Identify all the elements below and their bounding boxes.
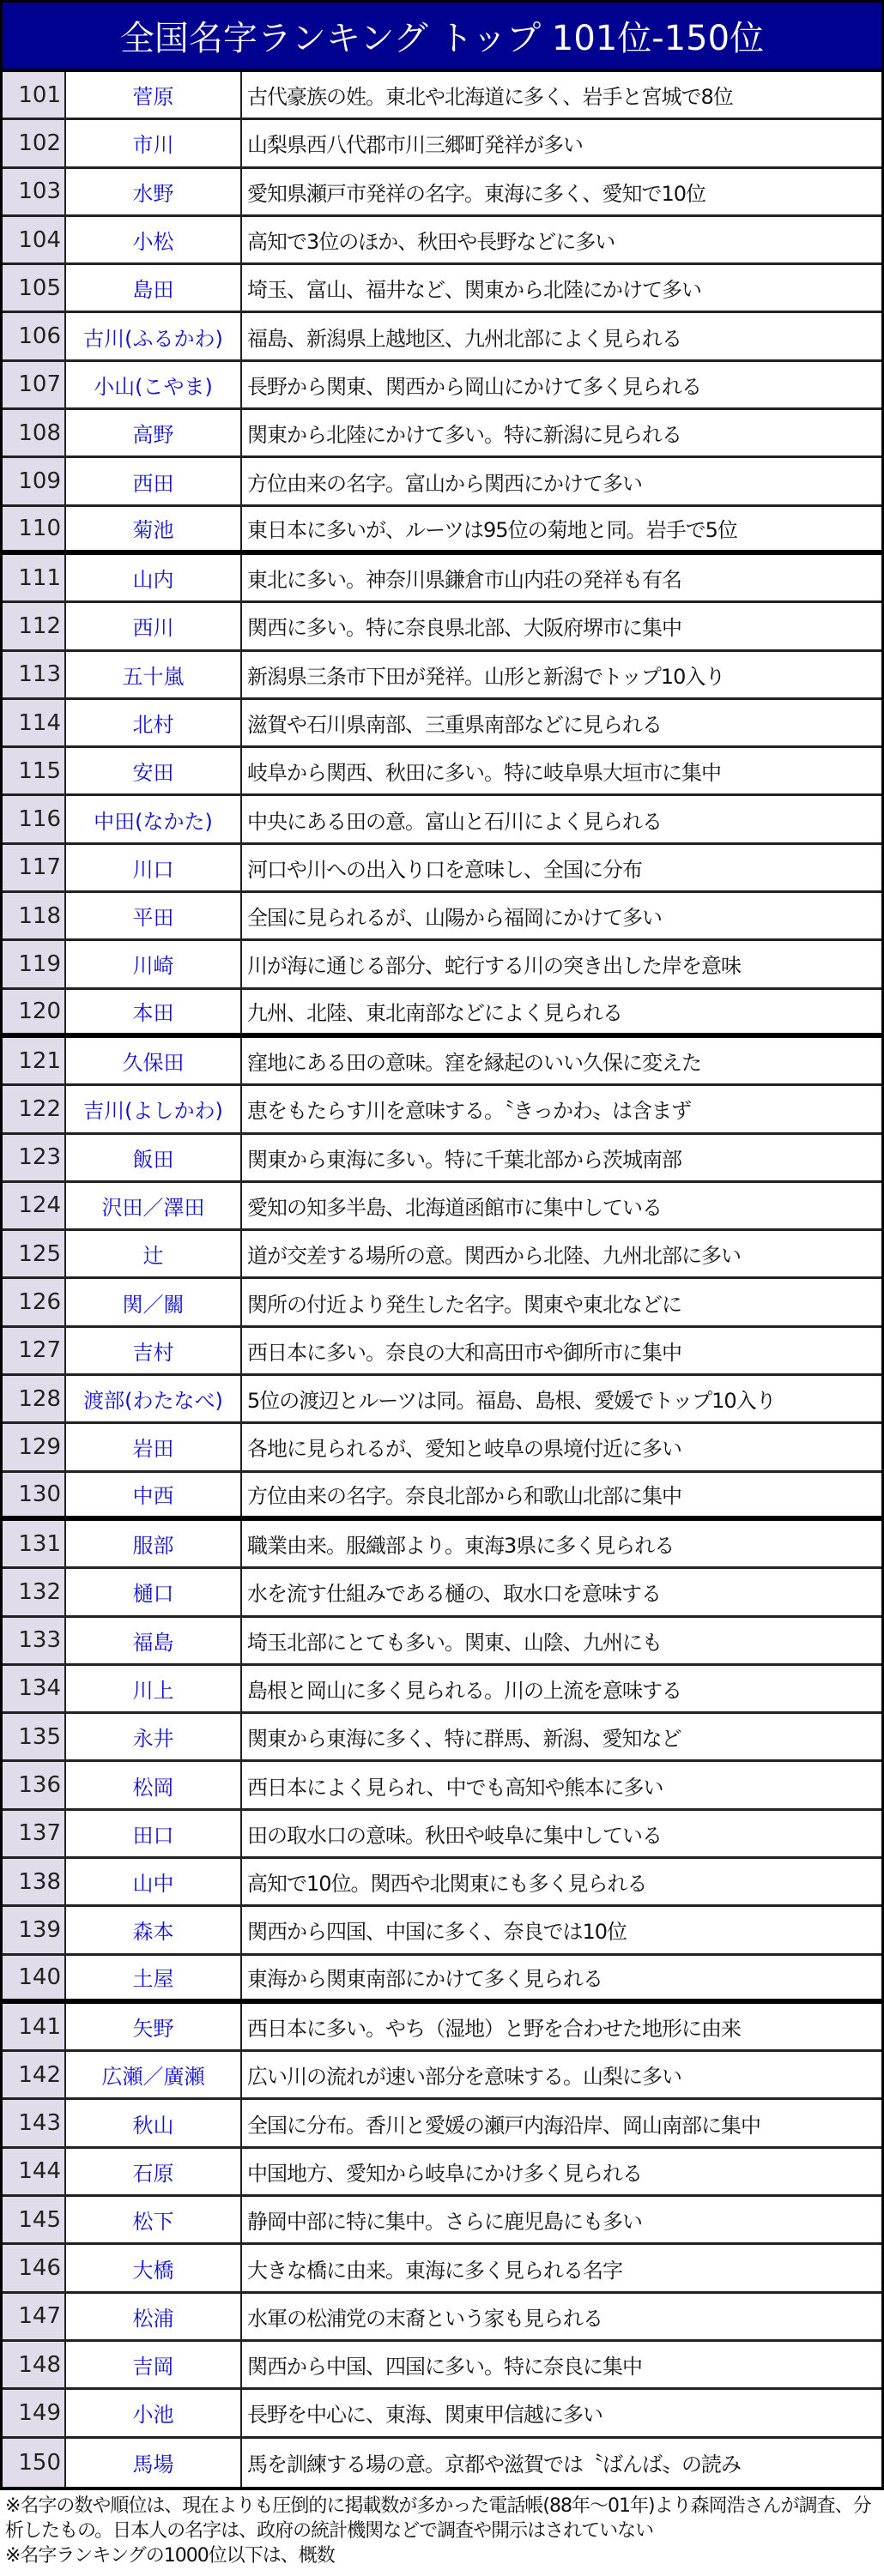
description-cell: 方位由来の名字。富山から関西にかけて多い	[247, 471, 642, 496]
table-row	[3, 1279, 881, 1327]
table-row	[3, 2004, 881, 2052]
description-cell: 愛知の知多半島、北海道函館市に集中している	[247, 1195, 662, 1220]
table-row	[3, 1424, 881, 1472]
description-cell: 高知で10位。関西や北関東にも多く見られる	[247, 1872, 647, 1897]
table-row	[3, 1183, 881, 1231]
description-cell: 広い川の流れが速い部分を意味する。山梨に多い	[247, 2065, 681, 2090]
table-row	[3, 72, 881, 120]
rank-cell: 138	[3, 1859, 66, 1904]
table-row	[3, 120, 881, 168]
rank-cell: 125	[3, 1231, 66, 1276]
table-row	[3, 2149, 881, 2197]
description-cell: 滋賀や石川県南部、三重県南部などに見られる	[247, 713, 662, 737]
description-cell: 道が交差する場所の意。関西から北陸、九州北部に多い	[247, 1244, 741, 1269]
surname-cell: 中西	[66, 1473, 242, 1516]
table-row	[3, 458, 881, 506]
surname-cell: 古川(ふるかわ)	[66, 313, 242, 359]
rank-cell: 131	[3, 1521, 66, 1566]
table-row	[3, 1376, 881, 1424]
rank-cell: 118	[3, 893, 66, 938]
description-cell: 島根と岡山に多く見られる。川の上流を意味する	[247, 1678, 681, 1703]
description-cell: 東北に多い。神奈川県鎌倉市山内荘の発祥も有名	[247, 568, 681, 593]
table-row	[3, 1086, 881, 1134]
rank-cell: 132	[3, 1569, 66, 1614]
rank-cell: 104	[3, 217, 66, 262]
rank-cell: 117	[3, 845, 66, 890]
description-cell: 大きな橋に由来。東海に多く見られる名字	[247, 2258, 622, 2283]
description-cell: 東日本に多いが、ルーツは95位の菊地と同。岩手で5位	[247, 518, 737, 543]
ranking-table	[0, 72, 884, 2490]
rank-cell: 121	[3, 1038, 66, 1083]
description-cell: 川が海に通じる部分、蛇行する川の突き出した岸を意味	[247, 954, 741, 979]
description-cell: 関所の付近より発生した名字。関東や東北などに	[247, 1292, 681, 1317]
description-cell: 恵をもたらす川を意味する。〝きっかわ〟は含まず	[247, 1099, 691, 1124]
surname-cell: 森本	[66, 1907, 242, 1952]
table-row	[3, 169, 881, 217]
description-cell: 新潟県三条市下田が発祥。山形と新潟でトップ10入り	[247, 664, 725, 689]
rank-cell: 106	[3, 313, 66, 359]
description-cell: 各地に見られるが、愛知と岐阜の県境付近に多い	[247, 1437, 681, 1462]
description-cell: 西日本に多い。やち（湿地）と野を合わせた地形に由来	[247, 2017, 741, 2042]
rank-cell: 142	[3, 2052, 66, 2097]
surname-cell: 広瀬／廣瀬	[66, 2052, 242, 2097]
table-row	[3, 1666, 881, 1714]
rank-cell: 141	[3, 2004, 66, 2049]
description-cell: 窪地にある田の意味。窪を縁起のいい久保に変えた	[247, 1051, 701, 1076]
table-row	[3, 2245, 881, 2293]
description-cell: 岐阜から関西、秋田に多い。特に岐阜県大垣市に集中	[247, 761, 721, 786]
surname-cell: 島田	[66, 265, 242, 311]
description-cell: 中国地方、愛知から岐阜にかけ多く見られる	[247, 2161, 642, 2186]
rank-cell: 108	[3, 410, 66, 455]
table-row	[3, 217, 881, 265]
surname-cell: 山内	[66, 555, 242, 600]
description-cell: 長野から関東、関西から岡山にかけて多く見られる	[247, 374, 701, 399]
surname-cell: 永井	[66, 1714, 242, 1759]
surname-cell: 西田	[66, 458, 242, 504]
surname-cell: 樋口	[66, 1569, 242, 1614]
table-row	[3, 1328, 881, 1376]
rank-cell: 119	[3, 941, 66, 986]
description-cell: 関西から四国、中国に多く、奈良では10位	[247, 1920, 627, 1945]
table-row	[3, 941, 881, 989]
rank-cell: 115	[3, 748, 66, 793]
footnotes	[0, 2490, 884, 2568]
rank-cell: 150	[3, 2439, 66, 2487]
surname-cell: 沢田／澤田	[66, 1183, 242, 1228]
description-cell: 水軍の松浦党の末裔という家も見られる	[247, 2306, 602, 2331]
table-row	[3, 1521, 881, 1569]
rank-cell: 110	[3, 507, 66, 550]
table-row	[3, 1811, 881, 1859]
surname-cell: 飯田	[66, 1135, 242, 1180]
description-cell: 関西に多い。特に奈良県北部、大阪府堺市に集中	[247, 616, 681, 641]
description-cell: 職業由来。服織部より。東海3県に多く見られる	[247, 1534, 675, 1559]
table-row	[3, 603, 881, 651]
rank-cell: 129	[3, 1424, 66, 1469]
surname-cell: 吉村	[66, 1328, 242, 1373]
rank-cell: 102	[3, 120, 66, 166]
table-row	[3, 2439, 881, 2487]
description-cell: 静岡中部に特に集中。さらに鹿児島にも多い	[247, 2210, 642, 2235]
rank-cell: 105	[3, 265, 66, 311]
rank-cell: 140	[3, 1956, 66, 1999]
description-cell: 愛知県瀬戸市発祥の名字。東海に多く、愛知で10位	[247, 181, 706, 206]
surname-cell: 矢野	[66, 2004, 242, 2049]
table-row	[3, 2100, 881, 2148]
surname-cell: 岩田	[66, 1424, 242, 1469]
surname-cell: 川口	[66, 845, 242, 890]
surname-cell: 西川	[66, 603, 242, 649]
rank-cell: 135	[3, 1714, 66, 1759]
description-cell: 5位の渡辺とルーツは同。福島、島根、愛媛でトップ10入り	[247, 1389, 776, 1414]
table-row	[3, 2052, 881, 2100]
description-cell: 高知で3位のほか、秋田や長野などに多い	[247, 230, 615, 255]
surname-cell: 土屋	[66, 1956, 242, 1999]
rank-cell: 107	[3, 362, 66, 407]
description-cell: 西日本に多い。奈良の大和高田市や御所市に集中	[247, 1340, 681, 1365]
rank-cell: 101	[3, 72, 66, 118]
rank-cell: 126	[3, 1279, 66, 1324]
surname-cell: 松岡	[66, 1762, 242, 1807]
table-row	[3, 2342, 881, 2390]
surname-cell: 安田	[66, 748, 242, 793]
surname-cell: 服部	[66, 1521, 242, 1566]
rank-cell: 114	[3, 700, 66, 745]
surname-cell: 平田	[66, 893, 242, 938]
surname-cell: 小山(こやま)	[66, 362, 242, 407]
rank-cell: 145	[3, 2197, 66, 2242]
surname-cell: 山中	[66, 1859, 242, 1904]
table-row	[3, 555, 881, 603]
rank-cell: 109	[3, 458, 66, 504]
surname-cell: 小松	[66, 217, 242, 262]
surname-cell: 菅原	[66, 72, 242, 118]
title-bar	[0, 0, 884, 72]
rank-cell: 111	[3, 555, 66, 600]
table-row	[3, 1135, 881, 1183]
surname-cell: 渡部(わたなべ)	[66, 1376, 242, 1421]
rank-cell: 147	[3, 2294, 66, 2339]
description-cell: 水を流す仕組みである樋の、取水口を意味する	[247, 1582, 662, 1607]
rank-cell: 130	[3, 1473, 66, 1516]
table-row	[3, 2197, 881, 2245]
description-cell: 中央にある田の意。富山と石川によく見られる	[247, 809, 662, 834]
description-cell: 全国に見られるが、山陽から福岡にかけて多い	[247, 906, 662, 931]
surname-cell: 関／關	[66, 1279, 242, 1324]
description-cell: 関東から東海に多い。特に千葉北部から茨城南部	[247, 1147, 681, 1172]
surname-cell: 五十嵐	[66, 652, 242, 697]
table-row	[3, 507, 881, 555]
table-row	[3, 893, 881, 941]
table-row	[3, 1714, 881, 1762]
description-cell: 長野を中心に、東海、関東甲信越に多い	[247, 2403, 602, 2428]
description-cell: 全国に分布。香川と愛媛の瀬戸内海沿岸、岡山南部に集中	[247, 2113, 760, 2138]
footnote-approx: ※名字ランキングの1000位以下は、概数	[5, 2544, 335, 2567]
surname-cell: 市川	[66, 120, 242, 166]
rank-cell: 133	[3, 1618, 66, 1663]
table-row	[3, 700, 881, 748]
table-row	[3, 313, 881, 361]
table-row	[3, 1762, 881, 1810]
rank-cell: 127	[3, 1328, 66, 1373]
rank-cell: 128	[3, 1376, 66, 1421]
rank-cell: 143	[3, 2100, 66, 2145]
table-row	[3, 652, 881, 700]
rank-cell: 123	[3, 1135, 66, 1180]
surname-cell: 辻	[66, 1231, 242, 1276]
rank-cell: 103	[3, 169, 66, 214]
surname-cell: 田口	[66, 1811, 242, 1856]
description-cell: 九州、北陸、東北南部などによく見られる	[247, 1001, 622, 1026]
table-row	[3, 1956, 881, 2004]
rank-cell: 122	[3, 1086, 66, 1131]
rank-cell: 113	[3, 652, 66, 697]
table-row	[3, 1473, 881, 1521]
description-cell: 関東から北陸にかけて多い。特に新潟に見られる	[247, 423, 681, 448]
surname-cell: 秋山	[66, 2100, 242, 2145]
rank-cell: 149	[3, 2390, 66, 2435]
table-row	[3, 1859, 881, 1907]
surname-cell: 福島	[66, 1618, 242, 1663]
table-row	[3, 845, 881, 893]
surname-cell: 北村	[66, 700, 242, 745]
surname-cell: 石原	[66, 2149, 242, 2194]
description-cell: 東海から関東南部にかけて多く見られる	[247, 1967, 602, 1992]
table-row	[3, 2294, 881, 2342]
description-cell: 馬を訓練する場の意。京都や滋賀では〝ばんば〟の読み	[247, 2452, 741, 2477]
table-row	[3, 796, 881, 844]
rank-cell: 136	[3, 1762, 66, 1807]
table-row	[3, 410, 881, 458]
description-cell: 方位由来の名字。奈良北部から和歌山北部に集中	[247, 1484, 681, 1509]
surname-cell: 吉川(よしかわ)	[66, 1086, 242, 1131]
surname-cell: 川崎	[66, 941, 242, 986]
surname-cell: 馬場	[66, 2439, 242, 2487]
surname-cell: 本田	[66, 990, 242, 1033]
surname-cell: 中田(なかた)	[66, 796, 242, 842]
table-row	[3, 748, 881, 796]
rank-cell: 120	[3, 990, 66, 1033]
surname-cell: 高野	[66, 410, 242, 455]
rank-cell: 124	[3, 1183, 66, 1228]
rank-cell: 146	[3, 2245, 66, 2290]
surname-cell: 菊池	[66, 507, 242, 550]
surname-cell: 松浦	[66, 2294, 242, 2339]
description-cell: 福島、新潟県上越地区、九州北部によく見られる	[247, 326, 681, 351]
rank-cell: 144	[3, 2149, 66, 2194]
surname-cell: 大橋	[66, 2245, 242, 2290]
table-row	[3, 1038, 881, 1086]
surname-cell: 小池	[66, 2390, 242, 2435]
description-cell: 関西から中国、四国に多い。特に奈良に集中	[247, 2355, 642, 2380]
table-row	[3, 265, 881, 313]
description-cell: 埼玉、富山、福井など、関東から北陸にかけて多い	[247, 278, 701, 303]
description-cell: 埼玉北部にとても多い。関東、山陰、九州にも	[247, 1630, 662, 1655]
rank-cell: 148	[3, 2342, 66, 2387]
description-cell: 山梨県西八代郡市川三郷町発祥が多い	[247, 133, 583, 158]
table-row	[3, 2390, 881, 2438]
description-cell: 西日本によく見られ、中でも高知や熊本に多い	[247, 1775, 663, 1800]
table-row	[3, 1231, 881, 1279]
rank-cell: 139	[3, 1907, 66, 1952]
page-title: 全国名字ランキング トップ 101位-150位	[119, 19, 765, 58]
table-row	[3, 362, 881, 410]
description-cell: 河口や川への出入り口を意味し、全国に分布	[247, 857, 642, 882]
table-row	[3, 1618, 881, 1666]
table-row	[3, 990, 881, 1038]
table-row	[3, 1907, 881, 1955]
rank-cell: 116	[3, 796, 66, 842]
rank-cell: 137	[3, 1811, 66, 1856]
rank-cell: 134	[3, 1666, 66, 1711]
surname-cell: 吉岡	[66, 2342, 242, 2387]
surname-cell: 松下	[66, 2197, 242, 2242]
description-cell: 田の取水口の意味。秋田や岐阜に集中している	[247, 1823, 662, 1848]
surname-cell: 久保田	[66, 1038, 242, 1083]
footnote-source: ※名字の数や順位は、現在よりも圧倒的に掲載数が多かった電話帳(88年～01年)より森岡浩さんが調査、分析したもの。日本人の名字は、政府の統計機関などで調査や開示はされていない	[5, 2495, 871, 2542]
surname-cell: 川上	[66, 1666, 242, 1711]
rank-cell: 112	[3, 603, 66, 649]
description-cell: 関東から東海に多く、特に群馬、新潟、愛知など	[247, 1727, 681, 1752]
description-cell: 古代豪族の姓。東北や北海道に多く、岩手と宮城で8位	[247, 85, 733, 110]
surname-cell: 水野	[66, 169, 242, 214]
table-row	[3, 1569, 881, 1617]
